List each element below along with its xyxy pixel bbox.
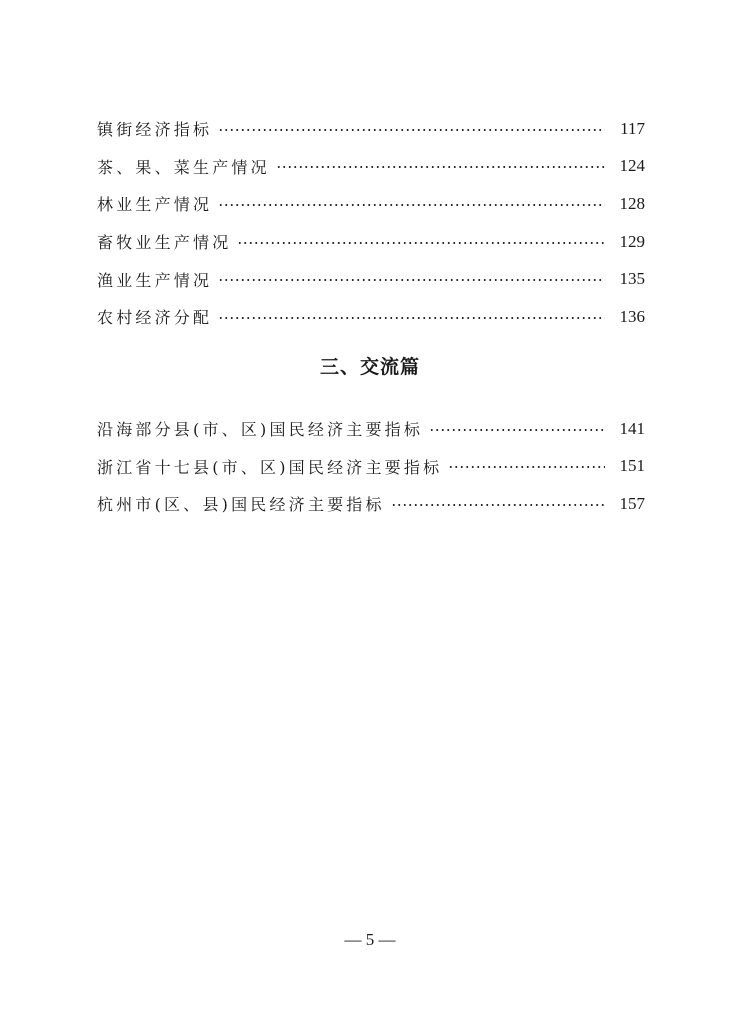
dot-leader [448, 466, 605, 468]
toc-entry[interactable] [97, 148, 645, 186]
toc-entry-page: 136 [619, 306, 645, 326]
dot-leader [391, 504, 605, 506]
dot-leader [218, 204, 605, 206]
toc-entry-title: 沿海部分县(市、区)国民经济主要指标 [97, 420, 424, 440]
toc-entry-title: 农村经济分配 [97, 308, 213, 328]
toc-entry-page: 141 [619, 418, 645, 438]
toc-entry[interactable] [97, 260, 645, 298]
toc-entry-page: 129 [619, 231, 645, 251]
toc-entry[interactable] [97, 185, 645, 223]
dot-leader [237, 242, 605, 244]
toc-entry-title: 畜牧业生产情况 [97, 233, 232, 253]
toc-entry-page: 157 [619, 493, 645, 513]
section-heading: 三、交流篇 [319, 356, 420, 378]
toc-entry[interactable] [97, 448, 645, 486]
toc-entry[interactable] [97, 223, 645, 261]
toc-entry-page: 124 [619, 156, 645, 176]
dot-leader [429, 429, 605, 431]
toc-entry-title: 浙江省十七县(市、区)国民经济主要指标 [97, 457, 443, 477]
toc-entry-title: 林业生产情况 [97, 195, 213, 215]
toc-entry-title: 杭州市(区、县)国民经济主要指标 [97, 495, 385, 515]
toc-entry[interactable] [97, 485, 645, 523]
toc-entry[interactable] [97, 298, 645, 336]
dot-leader [218, 279, 605, 281]
toc-entry-title: 茶、果、菜生产情况 [97, 157, 270, 177]
toc-entry-page: 135 [619, 269, 645, 289]
toc-entry-title: 镇街经济指标 [97, 120, 213, 140]
toc-list-lower [97, 410, 645, 523]
toc-entry[interactable] [97, 410, 645, 448]
toc-entry[interactable] [97, 110, 645, 148]
page-number: — 5 — [344, 930, 396, 949]
toc-entry-page: 128 [619, 193, 645, 213]
toc-entry-title: 渔业生产情况 [97, 270, 213, 290]
toc-list-upper [97, 110, 645, 336]
dot-leader [276, 166, 605, 168]
toc-entry-page: 151 [619, 456, 645, 476]
dot-leader [218, 129, 605, 131]
toc-entry-page: 117 [620, 118, 645, 138]
dot-leader [218, 317, 605, 319]
